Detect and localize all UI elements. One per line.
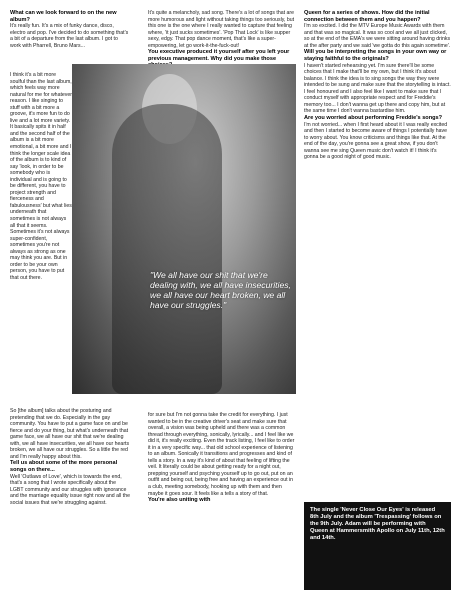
answer-credit-continued: for sure but I'm not gonna take the credit for everything. I just wanted to be in the creative driver's seat and make sure that overall, a vision was being upheld and there was a common thread through everything, sonically, lyrically... and I feel like we did it, it's really exciting. Even the track listing, I feel like to order it in a very specific way... that old school experience of listening to an album. Sonically it transitions and progresses and kind of tells a story. In a way it's kind of about that feeling of lifting the veil. It literally could be about getting ready for a night out, prepping yourself and psyching yourself up to go out, put on an outfit and being out, being free and having an experience out in a club, meeting somebody, hooking up with them and then maybe it goes sour. It feels like a tells a story of that. bbox=[148, 412, 295, 497]
photo-figure-silhouette bbox=[112, 104, 222, 394]
question-interpreting-songs: Will you be interpreting the songs in your own way or staying faithful to the originals? bbox=[304, 49, 447, 62]
question-queen-connection: Queen for a series of shows. How did the initial connection between them and you happen? bbox=[304, 10, 430, 23]
question-executive-produced: You executive produced it yourself after you left your previous management. Why did you make those bbox=[148, 49, 290, 62]
portrait-photo bbox=[72, 64, 296, 394]
column-1-bottom bbox=[10, 408, 130, 506]
column-1-top bbox=[10, 10, 130, 49]
answer-melancholy-song: It's quite a melancholy, sad song. There's a lot of songs that are more humorous and light without taking things too seriously, but this one is the one where I really wanted to capture that feeling where, 'it just sucks sometimes'. 'Pop That Lock' is like supper sexy, edgy. That pop dance moment, that's like a super-empowering, let go work-it-the-fuck-out! bbox=[148, 10, 295, 49]
question-new-album: What can we look forward to on the new album? bbox=[10, 10, 117, 23]
answer-worried-freddie: I'm not worried... when I first heard about it I was really excited and then I started to become aware of things I potentially have to worry about. You know criticisms and things like that. At the end of the day, you're gonna see a great show, if you don't wanna see me sing Queen music don't watch it! I think it's gonna be a good night of good music. bbox=[304, 121, 448, 161]
answer-new-album-top: It's really fun. It's a mix of funky dance, disco, electro and pop. I've decided to do something that's a bit of a departure from the last album. I got to work with Pharrell, Bruno Mars... bbox=[10, 23, 129, 49]
release-info-text: The single 'Never Close Our Eyes' is released 8th July and the album 'Trespassing' follows on the 9th July. Adam will be performing with Queen at Hammersmith Apollo on July 11th, 12th and 14th. bbox=[310, 507, 445, 541]
answer-new-album-wrap: I think it's a bit more soulful than the last album, which feels way more natural for me for whatever reason. I like singing to stuff with a bit more a groove, it's more fun to do live and a lot more variety. It basically spits it in half and the second half of the album is a bit more emotional, a bit more and I think the longer scale idea of the album is to kind of say 'look, in order to be somebody who is individual and is going to be different, you have to project strength and fierceness and fabulousness' but what lies underneath that sometimes is not always all that it seems. Sometimes it's not always super-confident, sometimes you're not always as strong as one may think you are. But in order to be your own person, you have to put that out there. bbox=[10, 72, 72, 281]
question-uniting-queen: You're also uniting with bbox=[148, 497, 211, 504]
pull-quote: "We all have our shit that we're dealing with, we all have insecurities, we all have our heart broken, we all have our struggles." bbox=[150, 270, 291, 310]
column-1-wrapped-text bbox=[10, 72, 72, 282]
answer-queen-connection: I'm so excited. I did the MTV Europe Music Awards with them and that was so magical. It was so cool and we all just clicked, so at the end of the EMA's we were sitting around having drinks at the after party and we said 'we gotta do this again sometime'. bbox=[304, 23, 451, 49]
release-info-box bbox=[304, 502, 451, 590]
column-3 bbox=[304, 10, 451, 161]
answer-interpreting-songs: I haven't started rehearsing yet. I'm sure there'll be some choices that I make that'll be my own, but I think it's about balance. I think the idea is to sing songs the way they were intended to be sung and make sure that the storytelling is intact. I feel honoured and I also feel like I want to make sure that I conduct myself with appropriate respect and for Freddie's memory too... I don't wanna get up there and copy him, but at the same time I don't wanna bastardise him. bbox=[304, 62, 451, 115]
column-2-bottom bbox=[148, 412, 296, 504]
question-worried-freddie: Are you worried about performing Freddie's songs? bbox=[304, 114, 443, 121]
answer-personal-songs: Well 'Outlaws of Love', which is towards the end, that's a song that I wrote specifically about the LGBT community and our struggles with ignorance and the marriage equality issue right now and all the social issues that we're struggling against. bbox=[10, 473, 130, 506]
answer-new-album-bottom: So [the album] talks about the posturing and pretending that we do. Especially in the gay community. You have to put a game face on and be fierce and do your thing, but what's underneath that game face, we all have our shit that we're dealing with, we all have insecurities, we all have our hearts broken, we all have our struggles. So a little the red and I'm really happy about this. bbox=[10, 408, 130, 460]
question-personal-songs: Tell us about some of the more personal songs on there... bbox=[10, 460, 118, 473]
